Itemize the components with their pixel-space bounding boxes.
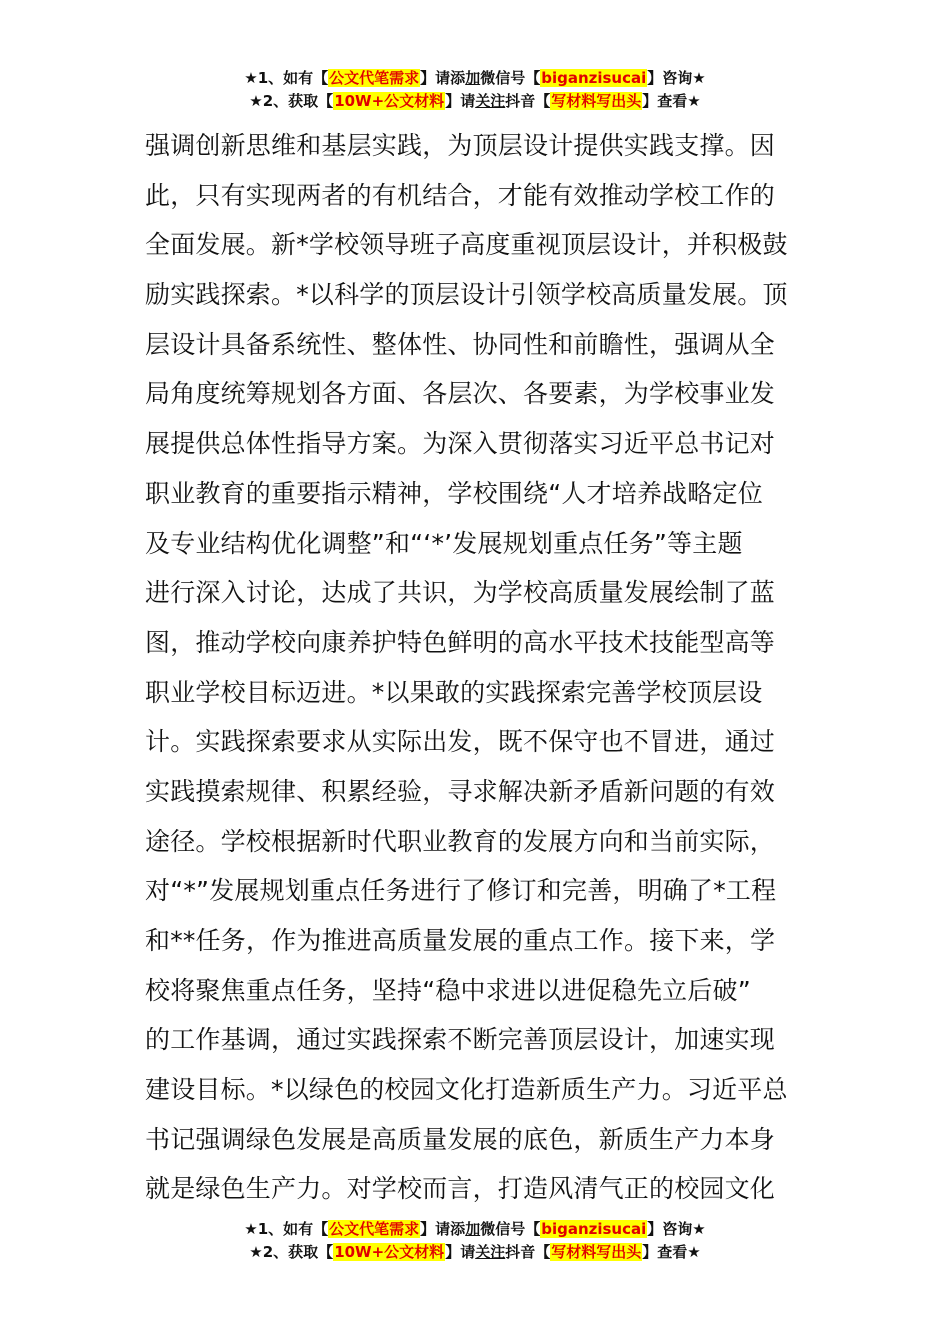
promo-line-2 (0, 1241, 950, 1264)
promo-text: 】咨询★ (647, 1220, 706, 1238)
promo-text: 】咨询★ (647, 69, 706, 87)
promo-text: ★1、如有【 (244, 1220, 329, 1238)
promo-text: 】查看★ (642, 1243, 701, 1261)
text-line: 书记强调绿色发展是高质量发展的底色，新质生产力本身 (145, 1124, 776, 1154)
promo-wechat-id: biganzisucai (541, 69, 647, 87)
text-line: 展提供总体性指导方案。为深入贯彻落实习近平总书记对 (145, 429, 776, 459)
promo-text: 抖音【 (505, 1243, 551, 1261)
promo-text: 】请添 (420, 1220, 466, 1238)
text-line: 强调创新思维和基层实践，为顶层设计提供实践支撑。因 (145, 131, 776, 160)
promo-wechat-id: biganzisucai (541, 1220, 647, 1238)
text-line: 层设计具备系统性、整体性、协同性和前瞻性，强调从全 (145, 329, 776, 359)
text-line: 励实践探索。*以科学的顶层设计引领学校高质量发展。顶 (145, 280, 788, 310)
footer-promo-banner (0, 1218, 950, 1264)
text-line: 全面发展。新*学校领导班子高度重视顶层设计，并积极鼓 (145, 230, 788, 260)
promo-text: 】查看★ (642, 92, 701, 110)
promo-text: 】请 (445, 1243, 476, 1261)
promo-text: 抖音【 (505, 92, 551, 110)
document-body (145, 121, 810, 1214)
promo-highlight: 10W+公文材料 (334, 92, 445, 110)
text-line: 途径。学校根据新时代职业教育的发展方向和当前实际， (145, 826, 776, 856)
text-line: 此，只有实现两者的有机结合，才能有效推动学校工作的 (145, 180, 776, 210)
text-line: 图，推动学校向康养护特色鲜明的高水平技术技能型高等 (145, 627, 776, 657)
promo-text: 】请添 (420, 69, 466, 87)
promo-highlight: 公文代笔需求 (329, 1220, 420, 1238)
text-line: 计。实践探索要求从实际出发，既不保守也不冒进，通过 (145, 727, 776, 757)
promo-underlined: 关注 (475, 92, 506, 110)
text-line: 的工作基调，通过实践探索不断完善顶层设计，加速实现 (145, 1025, 776, 1055)
promo-underlined: 关注 (475, 1243, 506, 1261)
promo-line-1 (0, 67, 950, 90)
header-promo-banner (0, 67, 950, 113)
promo-text: 】请 (445, 92, 476, 110)
promo-text: 微信号【 (480, 1220, 541, 1238)
promo-douyin-id: 写材料写出头 (551, 92, 642, 110)
text-line: 局角度统筹规划各方面、各层次、各要素，为学校事业发 (145, 379, 776, 409)
promo-text: 微信号【 (480, 69, 541, 87)
text-line: 进行深入讨论，达成了共识，为学校高质量发展绘制了蓝 (145, 578, 776, 608)
text-line: 职业学校目标迈进。*以果敢的实践探索完善学校顶层设 (145, 677, 763, 707)
promo-douyin-id: 写材料写出头 (551, 1243, 642, 1261)
promo-text: ★2、获取【 (249, 1243, 334, 1261)
promo-line-1 (0, 1218, 950, 1241)
promo-text: ★1、如有【 (244, 69, 329, 87)
promo-underlined: 加 (465, 1220, 481, 1238)
text-line: 和**任务，作为推进高质量发展的重点工作。接下来，学 (145, 926, 776, 955)
promo-highlight: 公文代笔需求 (329, 69, 420, 87)
promo-highlight: 10W+公文材料 (334, 1243, 445, 1261)
text-line: 及专业结构优化调整”和“‘*’发展规划重点任务”等主题 (145, 528, 743, 558)
text-line: 校将聚焦重点任务，坚持“稳中求进以进促稳先立后破” (145, 975, 751, 1005)
text-line: 职业教育的重要指示精神，学校围绕“人才培养战略定位 (145, 478, 763, 508)
text-line: 对“*”发展规划重点任务进行了修订和完善，明确了*工程 (145, 876, 777, 906)
promo-text: ★2、获取【 (249, 92, 334, 110)
promo-line-2 (0, 90, 950, 113)
text-line: 实践摸索规律、积累经验，寻求解决新矛盾新问题的有效 (145, 776, 776, 806)
promo-underlined: 加 (465, 69, 481, 87)
text-line: 建设目标。*以绿色的校园文化打造新质生产力。习近平总 (145, 1075, 788, 1105)
text-line: 就是绿色生产力。对学校而言，打造风清气正的校园文化 (145, 1174, 776, 1204)
